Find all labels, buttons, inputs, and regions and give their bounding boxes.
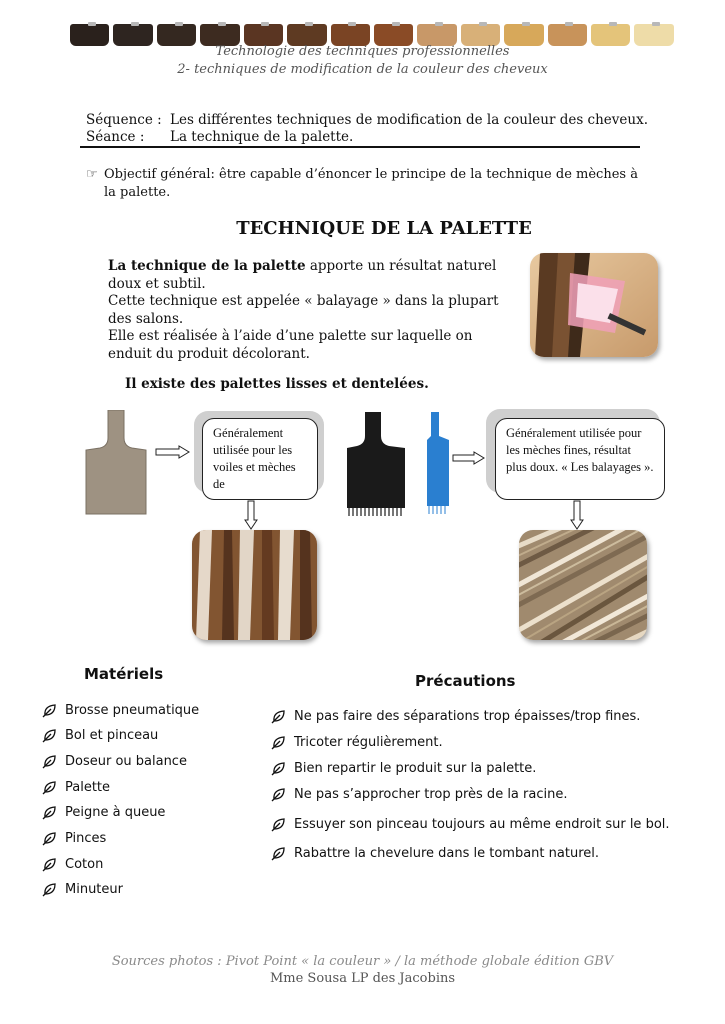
materiel-item bbox=[42, 727, 158, 743]
intro-line-2: Cette technique est appelée « balayage » dans la plupart des salons. bbox=[108, 293, 499, 327]
bubble-right: Généralement utilisée pour les mèches fines, résultat plus doux. « Les balayages ». bbox=[495, 418, 665, 500]
hair-swatch bbox=[374, 24, 413, 46]
hair-swatch bbox=[244, 24, 283, 46]
toothed-palette-blue-image bbox=[423, 412, 453, 520]
sequence-label: Séquence : bbox=[86, 112, 162, 128]
seance-row bbox=[86, 129, 353, 145]
header-divider bbox=[80, 146, 640, 148]
precaution-item bbox=[271, 816, 670, 832]
intro-bold: La technique de la palette bbox=[108, 258, 306, 274]
hair-swatch bbox=[70, 24, 109, 46]
precaution-item bbox=[271, 734, 443, 750]
materiel-item bbox=[42, 881, 123, 897]
hair-swatch bbox=[504, 24, 543, 46]
palettes-heading: Il existe des palettes lisses et dentelées. bbox=[125, 376, 429, 392]
hair-swatch bbox=[113, 24, 152, 46]
precaution-label: Essuyer son pinceau toujours au même endroit sur le bol. bbox=[294, 816, 670, 832]
page-title: TECHNIQUE DE LA PALETTE bbox=[236, 218, 532, 239]
materiel-label: Pinces bbox=[65, 830, 107, 846]
materiel-item bbox=[42, 779, 110, 795]
leaf-bullet-icon bbox=[42, 753, 65, 769]
materiel-label: Palette bbox=[65, 779, 111, 795]
materiel-label: Peigne à queue bbox=[65, 804, 166, 820]
leaf-bullet-icon bbox=[42, 727, 65, 743]
precaution-label: Rabattre la chevelure dans le tombant naturel. bbox=[294, 845, 599, 861]
materiel-item bbox=[42, 804, 165, 820]
precaution-item bbox=[271, 845, 599, 861]
hair-swatch bbox=[287, 24, 326, 46]
header-line-1: Technologie des techniques professionnelles bbox=[215, 44, 510, 59]
precaution-label: Ne pas faire des séparations trop épaisses/trop fines. bbox=[294, 708, 641, 724]
arrow-down-icon bbox=[244, 500, 258, 534]
materiel-label: Minuteur bbox=[65, 881, 123, 897]
leaf-bullet-icon bbox=[42, 779, 65, 795]
fine-highlights-photo bbox=[519, 530, 647, 640]
leaf-bullet-icon bbox=[42, 830, 65, 846]
hair-swatch bbox=[331, 24, 370, 46]
materiel-item bbox=[42, 830, 106, 846]
materiel-label: Doseur ou balance bbox=[65, 753, 187, 769]
sequence-value: Les différentes techniques de modification de la couleur des cheveux. bbox=[170, 112, 649, 128]
materiel-label: Coton bbox=[65, 856, 104, 872]
hair-swatch bbox=[200, 24, 239, 46]
leaf-bullet-icon bbox=[271, 734, 294, 750]
materiel-item bbox=[42, 753, 187, 769]
header-line-2: 2- techniques de modification de la couleur des cheveux bbox=[177, 62, 548, 77]
materiel-item bbox=[42, 856, 103, 872]
arrow-right-icon bbox=[452, 450, 486, 469]
precaution-item bbox=[271, 708, 640, 724]
materiel-label: Bol et pinceau bbox=[65, 727, 159, 743]
precaution-item bbox=[271, 786, 567, 802]
leaf-bullet-icon bbox=[42, 804, 65, 820]
leaf-bullet-icon bbox=[271, 786, 294, 802]
objectif-text: Objectif général: être capable d’énoncer le principe de la technique de mèches à la palette. bbox=[104, 167, 638, 200]
pointing-hand-icon: ☞ bbox=[86, 167, 98, 182]
hair-swatch bbox=[591, 24, 630, 46]
sequence-row bbox=[86, 112, 648, 128]
leaf-bullet-icon bbox=[271, 708, 294, 724]
arrow-right-icon bbox=[155, 444, 191, 463]
balayage-photo bbox=[530, 253, 658, 357]
hair-swatch bbox=[157, 24, 196, 46]
hair-swatch bbox=[461, 24, 500, 46]
leaf-bullet-icon bbox=[271, 816, 294, 832]
precaution-label: Ne pas s’approcher trop près de la racine. bbox=[294, 786, 568, 802]
seance-value: La technique de la palette. bbox=[170, 129, 354, 145]
materiel-label: Brosse pneumatique bbox=[65, 702, 200, 718]
hair-swatch bbox=[417, 24, 456, 46]
intro-rest: apporte un résultat naturel doux et subtil. bbox=[108, 258, 497, 292]
hair-swatch bbox=[548, 24, 587, 46]
objectif bbox=[86, 166, 646, 202]
materiels-heading: Matériels bbox=[84, 665, 164, 683]
intro-line-3: Elle est réalisée à l’aide d’une palette sur laquelle on enduit du produit décolorant. bbox=[108, 328, 473, 362]
hair-swatch bbox=[634, 24, 673, 46]
toothed-palette-black-image bbox=[343, 412, 413, 522]
bubble-left: Généralement utilisée pour les voiles et mèches de bbox=[202, 418, 318, 500]
leaf-bullet-icon bbox=[42, 856, 65, 872]
smooth-palette-image bbox=[82, 410, 152, 522]
leaf-bullet-icon bbox=[42, 881, 65, 897]
precaution-label: Tricoter régulièrement. bbox=[294, 734, 443, 750]
veil-highlights-photo bbox=[192, 530, 317, 640]
precautions-heading: Précautions bbox=[415, 672, 516, 690]
leaf-bullet-icon bbox=[271, 845, 294, 861]
materiel-item bbox=[42, 702, 199, 718]
footer-author: Mme Sousa LP des Jacobins bbox=[269, 971, 456, 986]
leaf-bullet-icon bbox=[42, 702, 65, 718]
seance-label: Séance : bbox=[86, 129, 145, 145]
leaf-bullet-icon bbox=[271, 760, 294, 776]
arrow-down-icon bbox=[570, 500, 584, 534]
precaution-item bbox=[271, 760, 536, 776]
intro-paragraph bbox=[108, 258, 518, 363]
precaution-label: Bien repartir le produit sur la palette. bbox=[294, 760, 537, 776]
footer-sources: Sources photos : Pivot Point « la couleur » / la méthode globale édition GBV bbox=[111, 954, 614, 969]
